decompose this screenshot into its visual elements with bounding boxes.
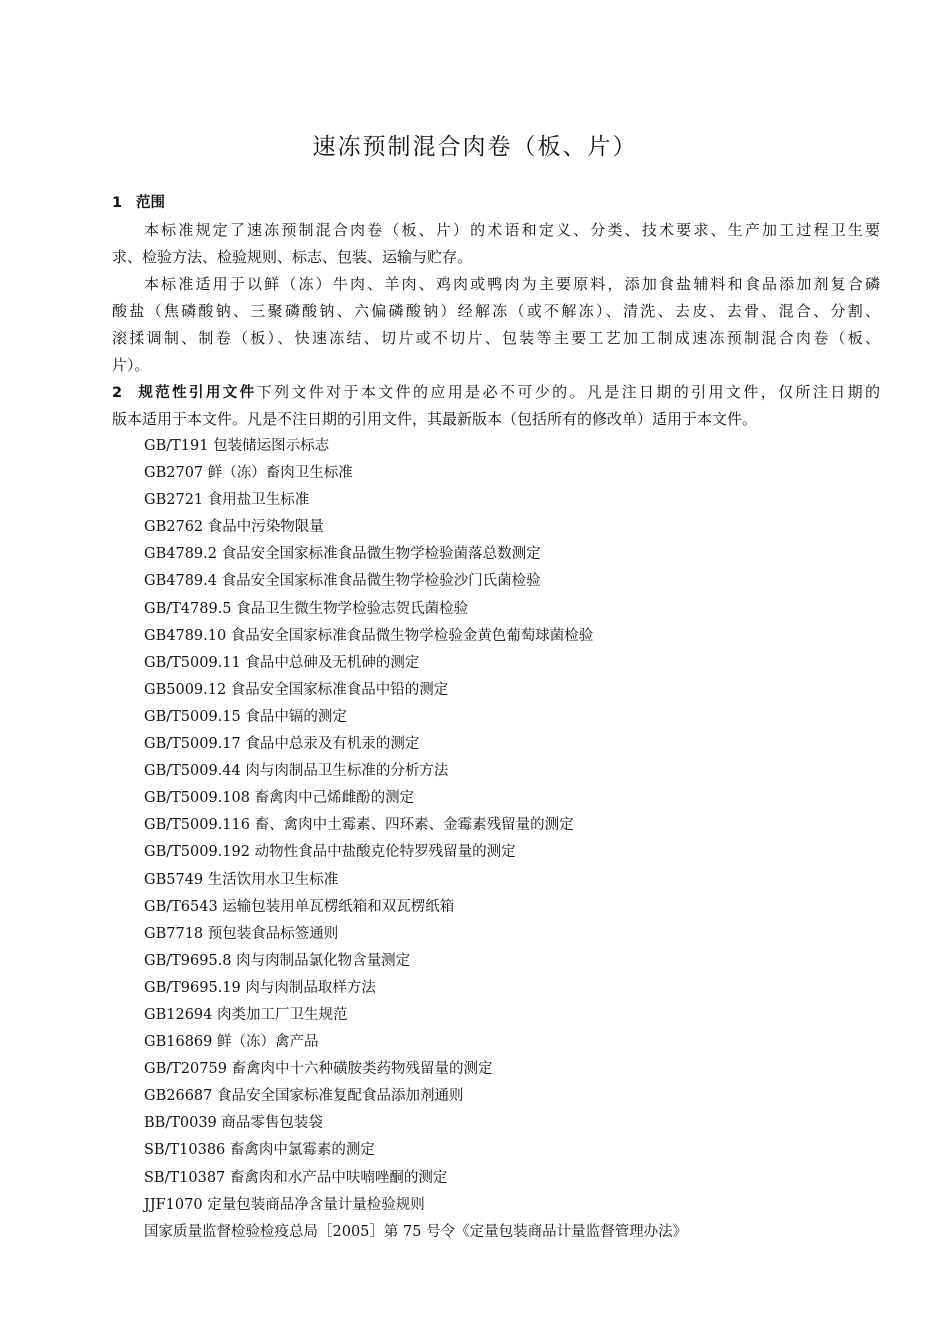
- reference-item: GB2721 食用盐卫生标准: [144, 492, 310, 509]
- reference-item: GB4789.4 食品安全国家标准食品微生物学检验沙门氏菌检验: [144, 573, 541, 590]
- reference-item: SB/T10387 畜禽肉和水产品中呋喃唑酮的测定: [144, 1169, 448, 1186]
- reference-item: JJF1070 定量包装商品净含量计量检验规则: [144, 1196, 425, 1213]
- reference-item: GB5009.12 食品安全国家标准食品中铅的测定: [144, 681, 449, 698]
- section-1-paragraph-2-line-1: 本标准适用于以鲜（冻）牛肉、羊肉、鸡肉或鸭肉为主要原料，添加食盐辅料和食品添加剂复合磷: [144, 275, 880, 293]
- reference-item: GB26687 食品安全国家标准复配食品添加剂通则: [144, 1088, 464, 1105]
- normative-reference-list: [144, 433, 687, 1246]
- section-2-first-line: [112, 379, 880, 407]
- reference-item: GB4789.10 食品安全国家标准食品微生物学检验金黄色葡萄球菌检验: [144, 627, 594, 644]
- reference-item: GB/T5009.17 食品中总汞及有机汞的测定: [144, 736, 420, 753]
- section-1-title: 范围: [136, 195, 165, 211]
- section-2-lead-text: 下列文件对于本文件的应用是必不可少的。凡是注日期的引用文件，仅所注日期的: [256, 383, 880, 401]
- section-1-number: 1: [112, 195, 123, 211]
- section-1-heading: [112, 190, 880, 217]
- reference-item: GB/T6543 运输包装用单瓦楞纸箱和双瓦楞纸箱: [144, 898, 455, 915]
- reference-item: GB/T5009.108 畜禽肉中己烯雌酚的测定: [144, 790, 415, 807]
- reference-item: 国家质量监督检验检疫总局［2005］第 75 号令《定量包装商品计量监督管理办法》: [144, 1223, 688, 1240]
- section-1-paragraph-1-line-1: 本标准规定了速冻预制混合肉卷（板、片）的术语和定义、分类、技术要求、生产加工过程卫生要: [144, 221, 880, 239]
- reference-item: GB/T5009.15 食品中镉的测定: [144, 708, 347, 725]
- section-1-paragraph-1-line-2: 求、检验方法、检验规则、标志、包装、运输与贮存。: [112, 248, 473, 266]
- reference-item: BB/T0039 商品零售包装袋: [144, 1115, 323, 1132]
- reference-item: GB5749 生活饮用水卫生标准: [144, 871, 339, 888]
- section-1-paragraph-2-line-2: 酸盐（焦磷酸钠、三聚磷酸钠、六偏磷酸钠）经解冻（或不解冻）、清洗、去皮、去骨、混合、分割、: [112, 302, 880, 320]
- reference-item: GB/T20759 畜禽肉中十六种磺胺类药物残留量的测定: [144, 1061, 493, 1078]
- section-1-paragraph-2-line-4: 片）。: [112, 356, 150, 374]
- reference-item: GB/T5009.11 食品中总砷及无机砷的测定: [144, 654, 420, 671]
- reference-item: GB/T4789.5 食品卫生微生物学检验志贺氏菌检验: [144, 600, 469, 617]
- section-1-paragraph-2-line-3: 滚揉调制、制卷（板）、快速冻结、切片或不切片、包装等主要工艺加工制成速冻预制混合肉卷（板、: [112, 329, 880, 347]
- reference-item: GB/T5009.192 动物性食品中盐酸克伦特罗残留量的测定: [144, 844, 516, 861]
- reference-item: GB/T5009.44 肉与肉制品卫生标准的分析方法: [144, 763, 449, 780]
- document-title: 速冻预制混合肉卷（板、片）: [312, 134, 638, 160]
- reference-item: GB12694 肉类加工厂卫生规范: [144, 1006, 348, 1023]
- section-2-second-line: 版本适用于本文件。凡是不注日期的引用文件，其最新版本（包括所有的修改单）适用于本文件。: [112, 410, 758, 428]
- reference-item: GB/T5009.116 畜、禽肉中土霉素、四环素、金霉素残留量的测定: [144, 817, 574, 834]
- section-2-number: 2: [112, 385, 123, 401]
- reference-item: GB2762 食品中污染物限量: [144, 519, 324, 536]
- reference-item: GB16869 鲜（冻）禽产品: [144, 1034, 319, 1051]
- reference-item: GB7718 预包装食品标签通则: [144, 925, 339, 942]
- reference-item: GB/T191 包装储运图示标志: [144, 438, 330, 454]
- reference-item: GB/T9695.19 肉与肉制品取样方法: [144, 979, 376, 996]
- reference-item: SB/T10386 畜禽肉中氯霉素的测定: [144, 1142, 375, 1159]
- reference-item: GB4789.2 食品安全国家标准食品微生物学检验菌落总数测定: [144, 546, 541, 563]
- reference-item: GB2707 鲜（冻）畜肉卫生标准: [144, 465, 353, 482]
- reference-item: GB/T9695.8 肉与肉制品氯化物含量测定: [144, 952, 411, 969]
- section-2-title: 规范性引用文件: [136, 385, 257, 401]
